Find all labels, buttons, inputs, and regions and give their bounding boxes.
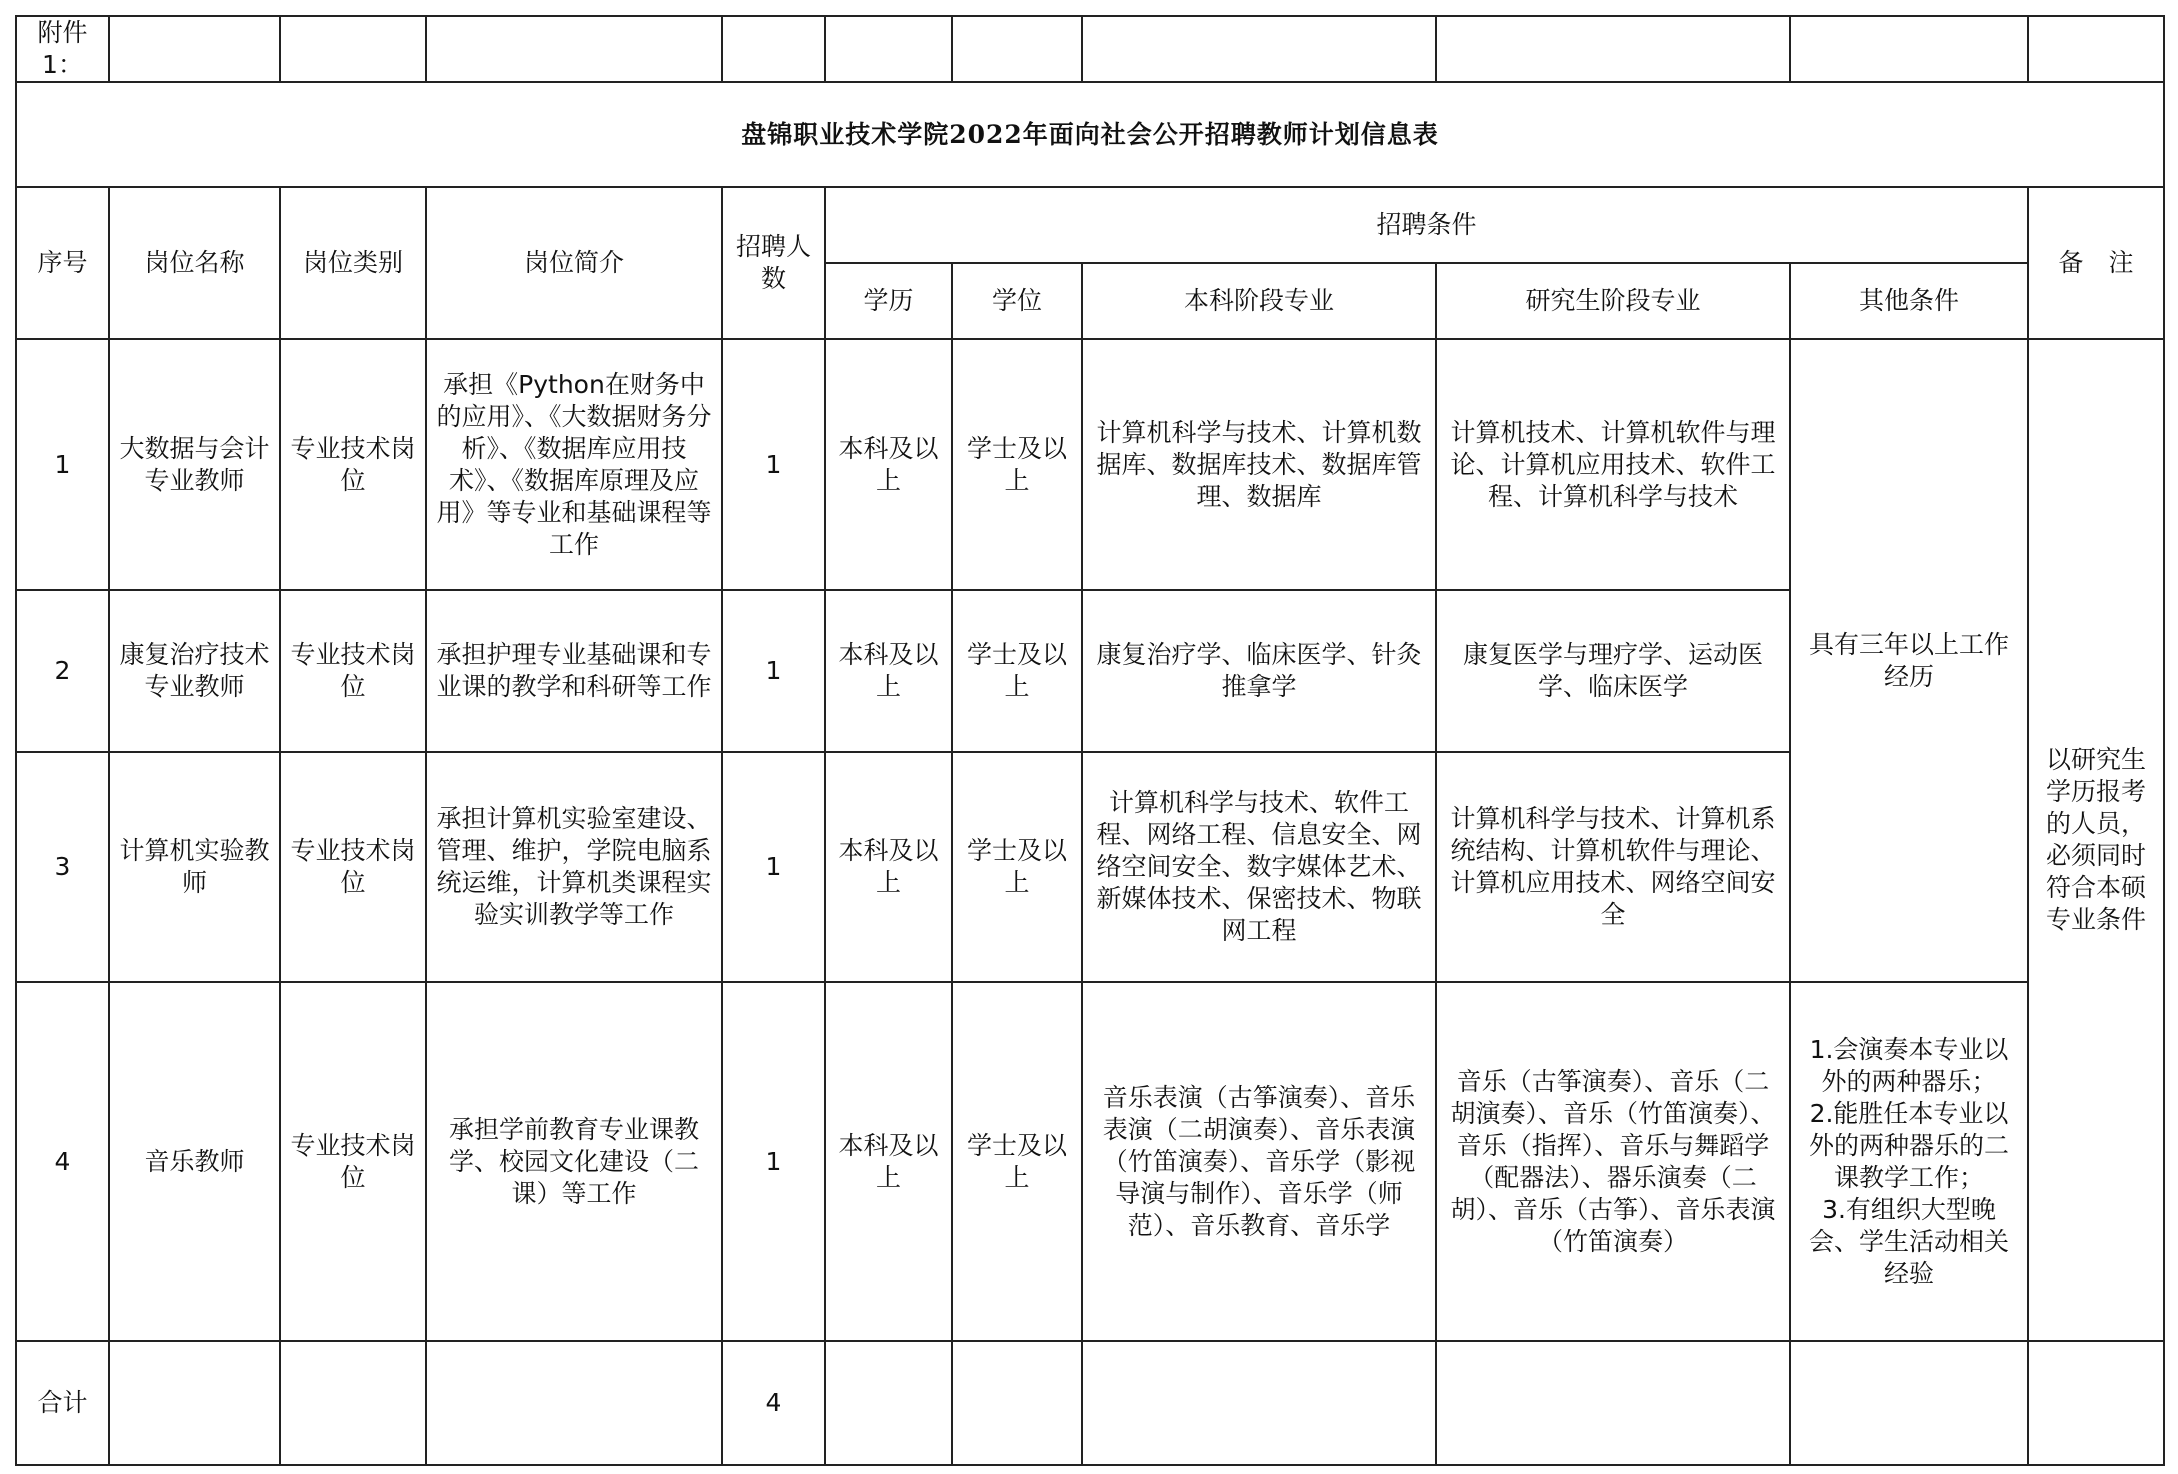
header-conditions: 招聘条件: [825, 187, 2028, 263]
cell-education: 本科及以上: [825, 752, 952, 982]
empty-cell: [1790, 1341, 2028, 1465]
cell-education: 本科及以上: [825, 982, 952, 1341]
cell-other-conditions: 具有三年以上工作经历: [1790, 339, 2028, 982]
cell-post-type: 专业技术岗位: [280, 590, 426, 752]
cell-post-intro: 承担计算机实验室建设、管理、维护，学院电脑系统运维，计算机类课程实验实训教学等工作: [426, 752, 722, 982]
empty-cell: [280, 1341, 426, 1465]
header-degree: 学位: [952, 263, 1082, 339]
cell-post-intro: 承担《Python在财务中的应用》、《大数据财务分析》、《数据库应用技术》、《数据库原理及应用》等专业和基础课程等工作: [426, 339, 722, 590]
cell-undergrad-major: 计算机科学与技术、计算机数据库、数据库技术、数据库管理、数据库: [1082, 339, 1436, 590]
cell-count: 1: [722, 590, 825, 752]
cell-seq: 4: [16, 982, 109, 1341]
total-row: [16, 1341, 2164, 1465]
header-education: 学历: [825, 263, 952, 339]
empty-cell: [426, 1341, 722, 1465]
cell-count: 1: [722, 752, 825, 982]
empty-cell: [1436, 16, 1790, 82]
empty-cell: [1790, 16, 2028, 82]
header-recruit-count: 招聘人数: [722, 187, 825, 339]
table-row: [16, 339, 2164, 590]
cell-seq: 3: [16, 752, 109, 982]
header-seq: 序号: [16, 187, 109, 339]
cell-grad-major: 音乐（古筝演奏）、音乐（二胡演奏）、音乐（竹笛演奏）、音乐（指挥）、音乐与舞蹈学（配器法）、器乐演奏（二胡）、音乐（古筝）、音乐表演（竹笛演奏）: [1436, 982, 1790, 1341]
empty-cell: [2028, 16, 2164, 82]
cell-undergrad-major: 康复治疗学、临床医学、针灸推拿学: [1082, 590, 1436, 752]
empty-cell: [109, 1341, 280, 1465]
empty-cell: [109, 16, 280, 82]
cell-post-name: 康复治疗技术专业教师: [109, 590, 280, 752]
cell-post-name: 大数据与会计专业教师: [109, 339, 280, 590]
cell-seq: 2: [16, 590, 109, 752]
empty-cell: [1436, 1341, 1790, 1465]
cell-post-name: 音乐教师: [109, 982, 280, 1341]
header-other: 其他条件: [1790, 263, 2028, 339]
header-post-intro: 岗位简介: [426, 187, 722, 339]
empty-cell: [2028, 1341, 2164, 1465]
annex-label: 附件1：: [16, 16, 109, 82]
cell-post-intro: 承担学前教育专业课教学、校园文化建设（二课）等工作: [426, 982, 722, 1341]
cell-education: 本科及以上: [825, 339, 952, 590]
header-row-1: [16, 187, 2164, 263]
empty-cell: [722, 16, 825, 82]
cell-grad-major: 计算机科学与技术、计算机系统结构、计算机软件与理论、计算机应用技术、网络空间安全: [1436, 752, 1790, 982]
cell-degree: 学士及以上: [952, 752, 1082, 982]
table-title: 盘锦职业技术学院2022年面向社会公开招聘教师计划信息表: [16, 82, 2164, 187]
header-undergrad-major: 本科阶段专业: [1082, 263, 1436, 339]
total-label: 合计: [16, 1341, 109, 1465]
header-remarks: 备 注: [2028, 187, 2164, 339]
empty-cell: [825, 1341, 952, 1465]
cell-other-conditions: 1.会演奏本专业以外的两种器乐； 2.能胜任本专业以外的两种器乐的二课教学工作； 3.有组织大型晚会、学生活动相关经验: [1790, 982, 2028, 1341]
cell-degree: 学士及以上: [952, 339, 1082, 590]
empty-cell: [1082, 1341, 1436, 1465]
cell-grad-major: 康复医学与理疗学、运动医学、临床医学: [1436, 590, 1790, 752]
cell-seq: 1: [16, 339, 109, 590]
header-post-name: 岗位名称: [109, 187, 280, 339]
empty-cell: [280, 16, 426, 82]
cell-education: 本科及以上: [825, 590, 952, 752]
cell-degree: 学士及以上: [952, 982, 1082, 1341]
cell-degree: 学士及以上: [952, 590, 1082, 752]
empty-cell: [426, 16, 722, 82]
total-count: 4: [722, 1341, 825, 1465]
table-row: [16, 982, 2164, 1341]
empty-cell: [952, 16, 1082, 82]
title-row: [16, 82, 2164, 187]
empty-cell: [952, 1341, 1082, 1465]
cell-post-type: 专业技术岗位: [280, 982, 426, 1341]
annex-row: [16, 16, 2164, 82]
cell-undergrad-major: 音乐表演（古筝演奏）、音乐表演（二胡演奏）、音乐表演（竹笛演奏）、音乐学（影视导演与制作）、音乐学（师范）、音乐教育、音乐学: [1082, 982, 1436, 1341]
cell-post-type: 专业技术岗位: [280, 339, 426, 590]
header-grad-major: 研究生阶段专业: [1436, 263, 1790, 339]
cell-undergrad-major: 计算机科学与技术、软件工程、网络工程、信息安全、网络空间安全、数字媒体艺术、新媒体技术、保密技术、物联网工程: [1082, 752, 1436, 982]
cell-remarks: 以研究生学历报考的人员，必须同时符合本硕专业条件: [2028, 339, 2164, 1341]
cell-count: 1: [722, 339, 825, 590]
empty-cell: [825, 16, 952, 82]
cell-count: 1: [722, 982, 825, 1341]
header-post-type: 岗位类别: [280, 187, 426, 339]
recruitment-table: [15, 15, 2165, 1466]
cell-post-name: 计算机实验教师: [109, 752, 280, 982]
cell-post-intro: 承担护理专业基础课和专业课的教学和科研等工作: [426, 590, 722, 752]
empty-cell: [1082, 16, 1436, 82]
cell-grad-major: 计算机技术、计算机软件与理论、计算机应用技术、软件工程、计算机科学与技术: [1436, 339, 1790, 590]
cell-post-type: 专业技术岗位: [280, 752, 426, 982]
